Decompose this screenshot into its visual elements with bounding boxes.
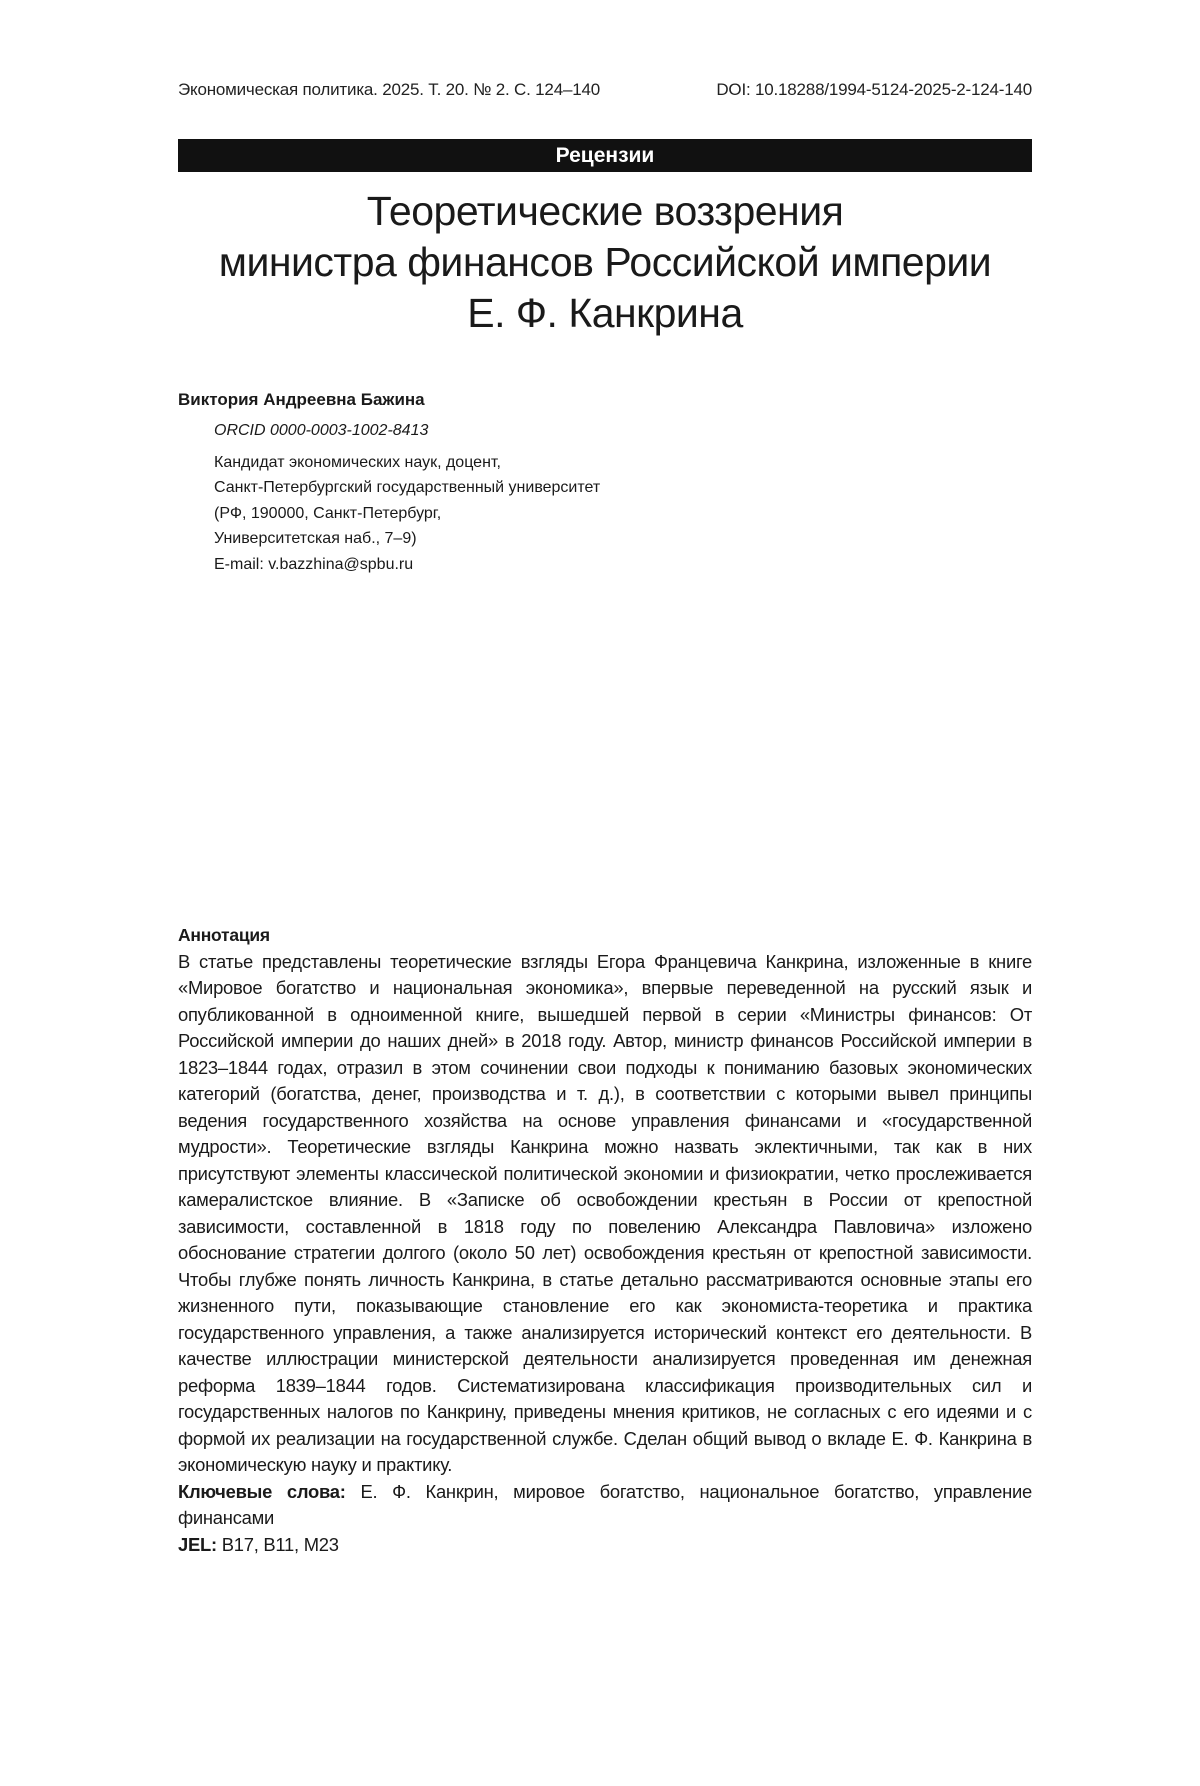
journal-citation: Экономическая политика. 2025. Т. 20. № 2. С. 124–140	[178, 80, 600, 100]
jel-codes	[178, 1532, 1032, 1559]
affiliation-line: Университетская наб., 7–9)	[214, 526, 600, 552]
jel-label: JEL:	[178, 1534, 222, 1555]
author-name: Виктория Андреевна Бажина	[178, 390, 425, 410]
running-head	[178, 80, 1032, 100]
title-line: Теоретические воззрения	[178, 186, 1032, 237]
keywords-text: Е. Ф. Канкрин, мировое богатство, национальное богатство, управление финансами	[178, 1481, 1032, 1529]
affiliation-line: Кандидат экономических наук, доцент,	[214, 450, 600, 476]
orcid: ORCID 0000-0003-1002-8413	[214, 418, 600, 444]
abstract-heading: Аннотация	[178, 922, 1032, 949]
title-line: Е. Ф. Канкрина	[178, 288, 1032, 339]
author-affiliation	[214, 418, 600, 577]
affiliation-line: (РФ, 190000, Санкт-Петербург,	[214, 501, 600, 527]
keywords	[178, 1479, 1032, 1532]
author-email: E-mail: v.bazzhina@spbu.ru	[214, 552, 600, 578]
abstract-section	[178, 922, 1032, 1558]
abstract-text: В статье представлены теоретические взгляды Егора Францевича Канкрина, изложенные в книге «Мировое богатство и национальная экономика», впервые переведенной на русский язык и опубликованной в одноименной книге, вышедшей первой в серии «Министры финансов: От Российской империи до наших дней» в 2018 году. Автор, министр финансов Российской империи в 1823–1844 годах, отразил в этом сочинении свои подходы к пониманию базовых экономических категорий (богатства, денег, производства и т. д.), в соответствии с которыми вывел принципы ведения государственного хозяйства на основе управления финансами и «государственной мудрости». Теоретические взгляды Канкрина можно назвать эклектичными, так как в них присутствуют элементы классической политической экономии и физиократии, четко прослеживается камералистское влияние. В «Записке об освобождении крестьян в России от крепостной зависимости, составленной в 1818 году по повелению Александра Павловича» изложено обоснование стратегии долгого (около 50 лет) освобождения крестьян от крепостной зависимости. Чтобы глубже понять личность Канкрина, в статье детально рассматриваются основные этапы его жизненного пути, показывающие становление его как экономиста-теоретика и практика государственного управления, а также анализируется исторический контекст его деятельности. В качестве иллюстрации министерской деятельности анализируется проведенная им денежная реформа 1839–1844 годов. Систематизирована классификация производительных сил и государственных налогов по Канкрину, приведены мнения критиков, не согласных с его идеями и с формой их реализации на государственной службе. Сделан общий вывод о вкладе Е. Ф. Канкрина в экономическую науку и практику.	[178, 949, 1032, 1479]
title-line: министра финансов Российской империи	[178, 237, 1032, 288]
doi: DOI: 10.18288/1994-5124-2025-2-124-140	[716, 80, 1032, 100]
affiliation-line: Санкт-Петербургский государственный университет	[214, 475, 600, 501]
keywords-label: Ключевые слова:	[178, 1481, 360, 1502]
jel-text: B17, B11, M23	[222, 1534, 339, 1555]
article-title	[178, 186, 1032, 339]
section-heading: Рецензии	[178, 139, 1032, 172]
